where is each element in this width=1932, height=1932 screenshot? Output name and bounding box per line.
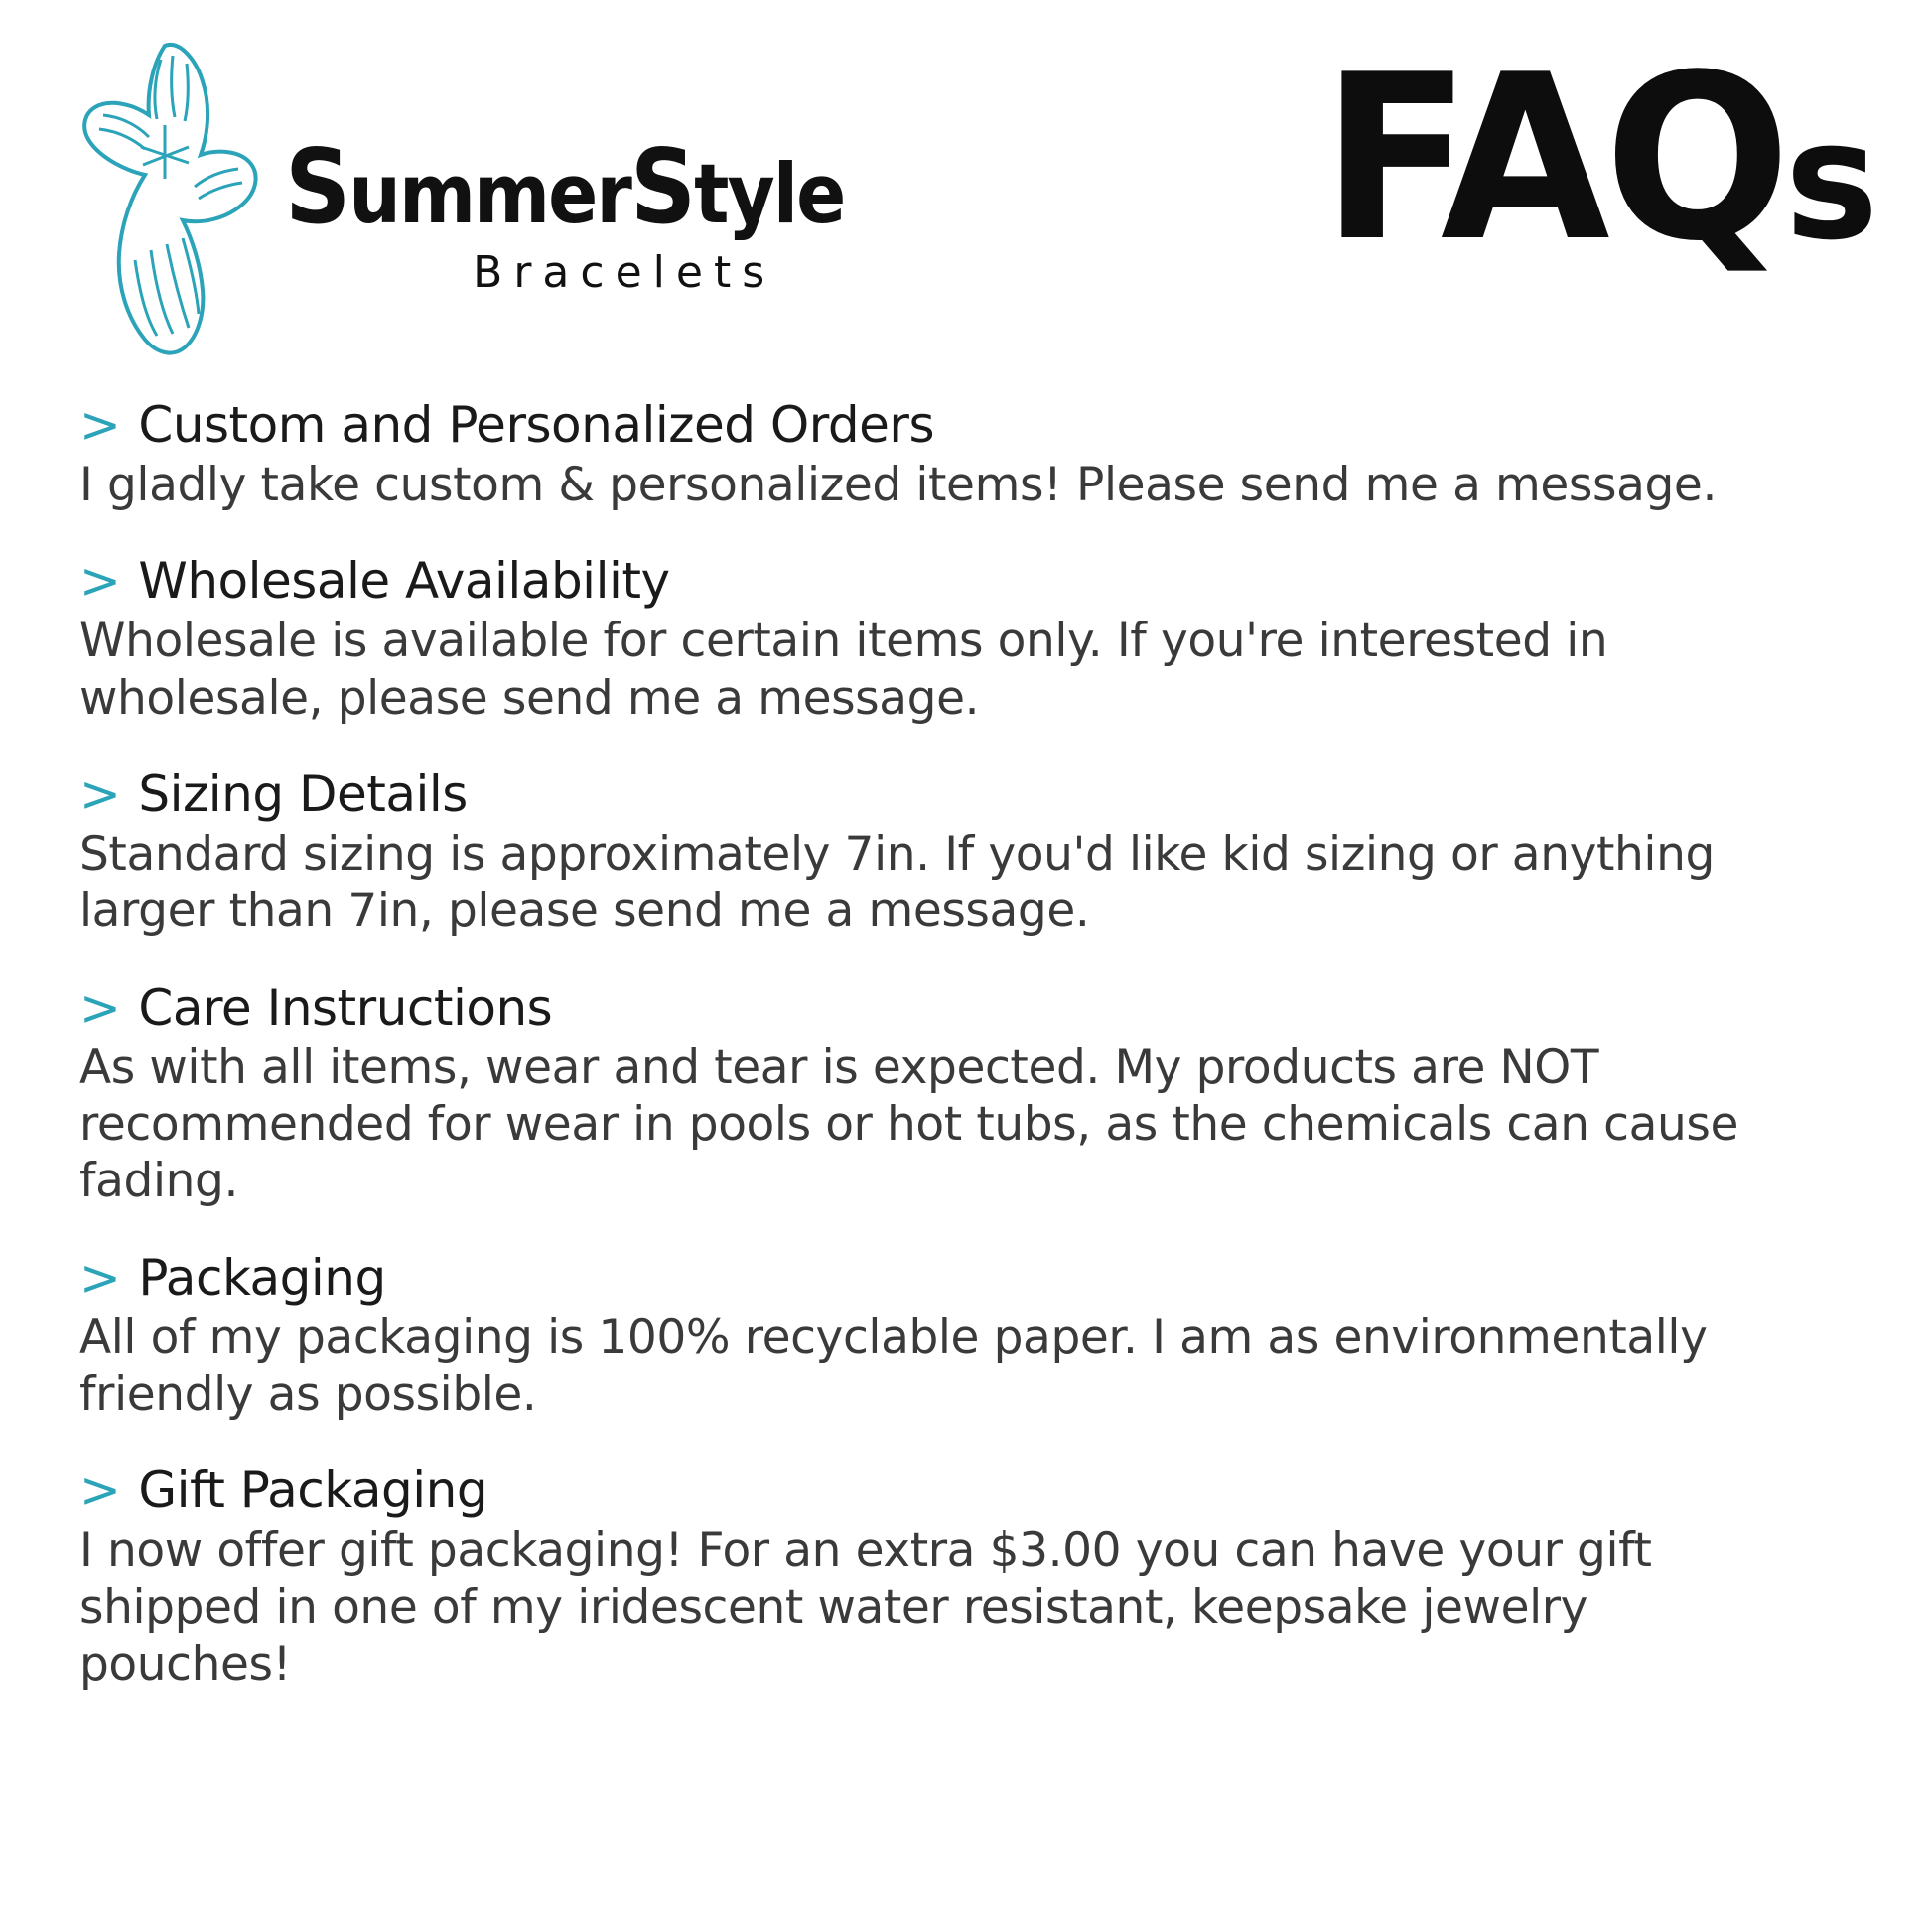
brand-name-tyle: tyle <box>694 146 845 243</box>
faq-answer: As with all items, wear and tear is expected. My products are NOT recommended for wear in pools or hot tubs, as the chemicals can cause fading. <box>79 1039 1738 1209</box>
chevron-right-icon: > <box>79 1248 121 1307</box>
faq-question-label: Wholesale Availability <box>138 552 670 611</box>
page-title-main: FAQ <box>1320 27 1785 292</box>
faq-question-label: Custom and Personalized Orders <box>138 396 935 454</box>
faq-item <box>79 553 1853 727</box>
faq-answer: Standard sizing is approximately 7in. If you'd like kid sizing or anything larger than 7in, please send me a message. <box>79 826 1715 939</box>
chevron-right-icon: > <box>79 396 121 454</box>
chevron-right-icon: > <box>79 552 121 611</box>
faq-question[interactable] <box>79 1462 1853 1518</box>
faq-answer: Wholesale is available for certain items only. If you're interested in wholesale, please send me a message. <box>79 614 1608 726</box>
faq-answer: All of my packaging is 100% recyclable paper. I am as environmentally friendly as possible. <box>79 1310 1708 1422</box>
faq-list <box>0 397 1932 1693</box>
faq-question-label: Packaging <box>138 1248 386 1307</box>
brand-name-s1: S <box>285 127 349 247</box>
faq-item <box>79 980 1853 1210</box>
faq-question[interactable] <box>79 553 1853 609</box>
brand-name <box>285 127 845 247</box>
faq-question[interactable] <box>79 397 1853 453</box>
brand-wordmark <box>285 30 844 298</box>
page-title <box>1320 27 1872 292</box>
faq-answer: I now offer gift packaging! For an extra $3.00 you can have your gift shipped in one of my iridescent water resistant, keepsake jewelry pouches! <box>79 1523 1652 1692</box>
faq-item <box>79 397 1853 513</box>
page-header <box>0 0 1932 397</box>
chevron-right-icon: > <box>79 1461 121 1520</box>
faq-item <box>79 1250 1853 1424</box>
faq-question-label: Sizing Details <box>138 764 468 823</box>
faq-question[interactable] <box>79 766 1853 822</box>
brand-name-s2: S <box>629 127 695 247</box>
brand-subtitle: Bracelets <box>473 247 776 299</box>
brand-name-ummer: ummer <box>348 146 630 243</box>
faq-item <box>79 1462 1853 1693</box>
faq-item <box>79 766 1853 940</box>
chevron-right-icon: > <box>79 764 121 823</box>
faq-question-label: Gift Packaging <box>138 1461 488 1520</box>
page-title-tail: s <box>1784 85 1872 276</box>
faq-answer: I gladly take custom & personalized items! Please send me a message. <box>79 458 1717 512</box>
brand-logo <box>69 30 844 357</box>
faq-question[interactable] <box>79 1250 1853 1306</box>
faq-question[interactable] <box>79 980 1853 1035</box>
chevron-right-icon: > <box>79 978 121 1036</box>
starfish-icon <box>69 30 283 357</box>
faq-question-label: Care Instructions <box>138 978 553 1036</box>
